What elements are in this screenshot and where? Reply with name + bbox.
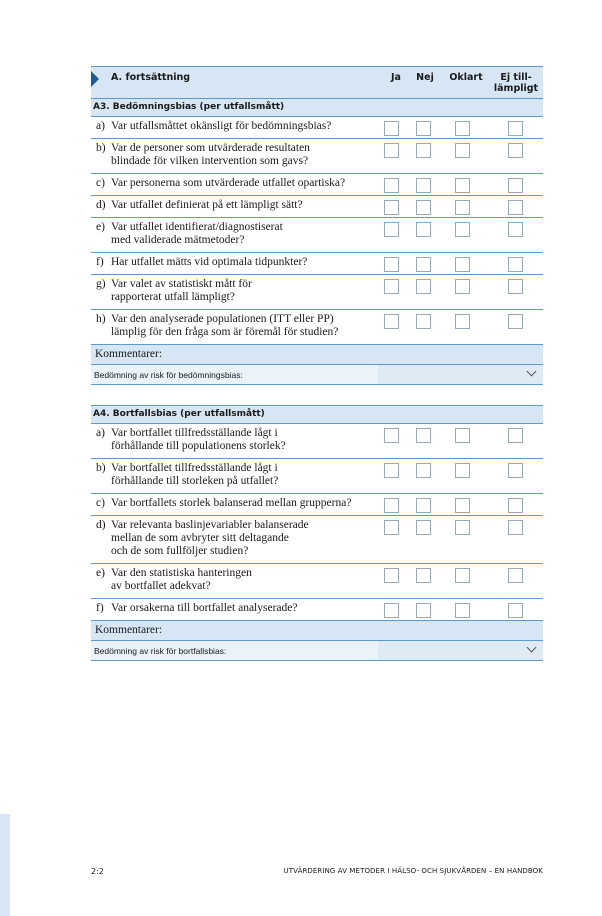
checkbox-ja[interactable] [384, 568, 399, 583]
question-row [91, 516, 543, 564]
question-text [111, 256, 381, 269]
question-line: av bortfallet adekvat? [111, 580, 211, 592]
question-label: a) [96, 427, 105, 439]
question-row [91, 599, 543, 621]
question-text [111, 462, 381, 488]
question-row [91, 218, 543, 253]
checkbox-ej-lampligt[interactable] [508, 314, 523, 329]
checkbox-ej-lampligt[interactable] [508, 200, 523, 215]
checkbox-oklart[interactable] [455, 603, 470, 618]
checkbox-nej[interactable] [416, 568, 431, 583]
running-footer-title: UTVÄRDERING AV METODER I HÄLSO- OCH SJUKVÅRDEN – EN HANDBOK [283, 867, 543, 875]
checkbox-oklart[interactable] [455, 314, 470, 329]
checkbox-ej-lampligt[interactable] [508, 428, 523, 443]
risk-assessment-label: Bedömning av risk för bortfallsbias: [94, 646, 227, 656]
question-line: rapporterat utfall lämpligt? [111, 291, 235, 303]
checkbox-oklart[interactable] [455, 428, 470, 443]
question-label: a) [96, 120, 105, 132]
question-line: Var bortfallet tillfredsställande lågt i [111, 462, 278, 474]
risk-assessment-label: Bedömning av risk för bedömningsbias: [94, 370, 243, 380]
question-line: Var den statistiska hanteringen [111, 567, 252, 579]
checkbox-ej-lampligt[interactable] [508, 222, 523, 237]
page-number: 2:2 [91, 867, 104, 876]
question-row [91, 424, 543, 459]
question-line: lämplig för den fråga som är föremål för studien? [111, 326, 339, 338]
checkbox-ja[interactable] [384, 520, 399, 535]
question-label: e) [96, 221, 105, 233]
column-oklart: Oklart [449, 72, 483, 83]
column-nej: Nej [416, 72, 434, 83]
checkbox-ja[interactable] [384, 143, 399, 158]
checkbox-ja[interactable] [384, 603, 399, 618]
checkbox-ej-lampligt[interactable] [508, 498, 523, 513]
arrow-marker-icon [91, 71, 99, 87]
question-text [111, 519, 381, 558]
column-ej-line1: Ej till- [500, 72, 532, 83]
checkbox-ja[interactable] [384, 121, 399, 136]
risk-assessment-row [91, 641, 543, 661]
question-label: c) [96, 177, 105, 189]
question-text [111, 142, 381, 168]
question-text [111, 199, 381, 212]
question-label: d) [96, 519, 106, 531]
checkbox-nej[interactable] [416, 257, 431, 272]
question-text [111, 497, 381, 510]
checkbox-oklart[interactable] [455, 222, 470, 237]
checkbox-nej[interactable] [416, 463, 431, 478]
checkbox-ja[interactable] [384, 498, 399, 513]
question-line: Var valet av statistiskt mått för [111, 278, 252, 290]
checkbox-nej[interactable] [416, 121, 431, 136]
section-spacer [91, 385, 543, 406]
checkbox-oklart[interactable] [455, 498, 470, 513]
question-line: Var utfallet identifierat/diagnostiserat [111, 221, 283, 233]
risk-assessment-dropdown[interactable] [378, 641, 543, 660]
form-header-title: A. fortsättning [111, 72, 191, 83]
checkbox-oklart[interactable] [455, 568, 470, 583]
question-label: f) [96, 256, 104, 268]
checkbox-oklart[interactable] [455, 121, 470, 136]
checkbox-nej[interactable] [416, 178, 431, 193]
checkbox-nej[interactable] [416, 279, 431, 294]
question-text [111, 278, 381, 304]
checkbox-nej[interactable] [416, 520, 431, 535]
risk-assessment-dropdown[interactable] [378, 365, 543, 384]
comment-field[interactable]: Kommentarer: [91, 345, 543, 365]
question-line: mellan de som avbryter sitt deltagande [111, 532, 289, 544]
question-label: f) [96, 602, 104, 614]
assessment-form [91, 66, 543, 661]
checkbox-oklart[interactable] [455, 463, 470, 478]
question-text [111, 427, 381, 453]
checkbox-ja[interactable] [384, 428, 399, 443]
section-title-a4: A4. Bortfallsbias (per utfallsmått) [91, 406, 543, 424]
question-line: med validerade mätmetoder? [111, 234, 245, 246]
question-line: Var bortfallets storlek balanserad mellan grupperna? [111, 497, 352, 509]
checkbox-ej-lampligt[interactable] [508, 603, 523, 618]
checkbox-nej[interactable] [416, 603, 431, 618]
question-label: b) [96, 142, 106, 154]
question-row [91, 139, 543, 174]
question-row [91, 117, 543, 139]
chevron-down-icon [527, 643, 537, 653]
checkbox-oklart[interactable] [455, 279, 470, 294]
question-text [111, 602, 381, 615]
checkbox-ja[interactable] [384, 222, 399, 237]
question-line: Var utfallet definierat på ett lämpligt sätt? [111, 199, 303, 211]
checkbox-nej[interactable] [416, 428, 431, 443]
checkbox-ej-lampligt[interactable] [508, 568, 523, 583]
question-label: g) [96, 278, 106, 290]
question-row [91, 174, 543, 196]
question-row [91, 494, 543, 516]
question-row [91, 275, 543, 310]
question-row [91, 253, 543, 275]
chevron-down-icon [527, 367, 537, 377]
checkbox-ej-lampligt[interactable] [508, 143, 523, 158]
checkbox-oklart[interactable] [455, 143, 470, 158]
checkbox-ja[interactable] [384, 200, 399, 215]
question-text [111, 221, 381, 247]
question-line: och de som fullföljer studien? [111, 545, 249, 557]
comment-field[interactable]: Kommentarer: [91, 621, 543, 641]
question-label: d) [96, 199, 106, 211]
question-line: Har utfallet mätts vid optimala tidpunkter? [111, 256, 308, 268]
checkbox-oklart[interactable] [455, 520, 470, 535]
checkbox-ej-lampligt[interactable] [508, 520, 523, 535]
form-header [91, 66, 543, 99]
column-ej-lampligt [491, 72, 541, 94]
question-line: blindade för vilken intervention som gavs? [111, 155, 309, 167]
question-row [91, 310, 543, 345]
column-ja: Ja [391, 72, 401, 83]
checkbox-nej[interactable] [416, 314, 431, 329]
question-text [111, 567, 381, 593]
page-side-tab [0, 814, 10, 916]
question-row [91, 459, 543, 494]
checkbox-ej-lampligt[interactable] [508, 279, 523, 294]
checkbox-nej[interactable] [416, 498, 431, 513]
checkbox-ja[interactable] [384, 178, 399, 193]
question-line: Var orsakerna till bortfallet analyserade? [111, 602, 298, 614]
checkbox-ej-lampligt[interactable] [508, 463, 523, 478]
checkbox-ja[interactable] [384, 314, 399, 329]
question-text [111, 313, 381, 339]
checkbox-ja[interactable] [384, 279, 399, 294]
question-line: Var personerna som utvärderade utfallet opartiska? [111, 177, 346, 189]
question-row [91, 564, 543, 599]
checkbox-oklart[interactable] [455, 200, 470, 215]
checkbox-oklart[interactable] [455, 178, 470, 193]
question-text [111, 177, 381, 190]
section-title-a3: A3. Bedömningsbias (per utfallsmått) [91, 99, 543, 117]
question-line: Var den analyserade populationen (ITT eller PP) [111, 313, 334, 325]
question-label: e) [96, 567, 105, 579]
checkbox-ja[interactable] [384, 257, 399, 272]
question-label: b) [96, 462, 106, 474]
question-line: förhållande till populationens storlek? [111, 440, 286, 452]
checkbox-nej[interactable] [416, 200, 431, 215]
question-label: h) [96, 313, 106, 325]
checkbox-nej[interactable] [416, 143, 431, 158]
checkbox-oklart[interactable] [455, 257, 470, 272]
question-line: Var utfallsmåttet okänsligt för bedömningsbias? [111, 120, 332, 132]
question-text [111, 120, 381, 133]
column-ej-line2: lämpligt [493, 83, 539, 94]
risk-assessment-row [91, 365, 543, 385]
checkbox-ej-lampligt[interactable] [508, 178, 523, 193]
question-line: Var de personer som utvärderade resultaten [111, 142, 310, 154]
checkbox-ej-lampligt[interactable] [508, 257, 523, 272]
question-label: c) [96, 497, 105, 509]
question-line: förhållande till storleken på utfallet? [111, 475, 279, 487]
checkbox-ej-lampligt[interactable] [508, 121, 523, 136]
checkbox-nej[interactable] [416, 222, 431, 237]
question-line: Var bortfallet tillfredsställande lågt i [111, 427, 278, 439]
checkbox-ja[interactable] [384, 463, 399, 478]
question-row [91, 196, 543, 218]
question-line: Var relevanta baslinjevariabler balanserade [111, 519, 309, 531]
